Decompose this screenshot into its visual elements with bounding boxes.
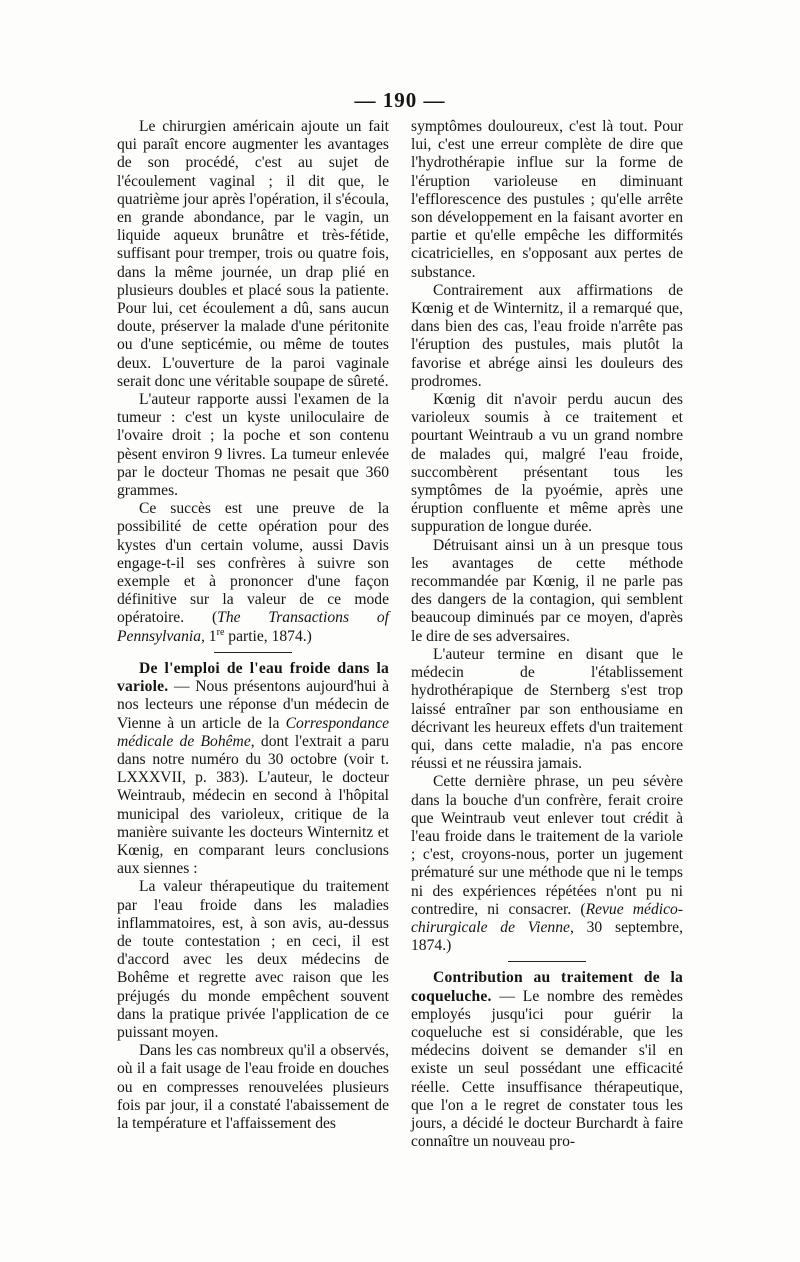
section-heading-whooping-cough: Contribution au traitement de la coqueluche. — [411, 969, 683, 1005]
section-divider — [214, 652, 292, 653]
whooping-cough-text: — Le nombre des remèdes employés jusqu'ici pour guérir la coqueluche est si considérable, que les médecins doivent se demander s'il en existe un seul possédant une efficacité réelle. Cette insuffisance thérapeutique, que l'on a le regret de constater tous les jours, a décidé le docteur Burchardt à faire connaître un nouveau pro- — [411, 987, 683, 1151]
citation-end: partie, 1874.) — [224, 627, 312, 645]
paragraph-author-conclusion: L'auteur termine en disant que le médecin de l'établissement hydrothérapique de Sternberg s'est trop laissé entraîner par son enthousiame en décrivant les heureux effets d'un traitement qui, dans cette maladie, n'a pas encore réussi et ne réussira jamais. — [411, 645, 683, 773]
source-citation: The Transactions of Pennsylvania, — [117, 609, 390, 645]
comment-text: Cette dernière phrase, un peu sévère dans la bouche d'un confrère, ferait croire que Weintraub veut enlever tout crédit à l'eau froide dans le traitement de la variole ; c'est, croyons-nous, porter un jugement prématuré sur une méthode que ni le temps ni des expériences répétées n'ont pu ni contredire, ni consacrer. ( — [411, 773, 683, 918]
section-heading-cold-water: De l'emploi de l'eau froide dans la variole. — [117, 659, 389, 696]
section-divider — [508, 961, 586, 962]
ordinal-superscript: re — [216, 626, 225, 638]
intro-lead: — Nous présentons aujourd'hui à nos lecteurs une réponse d'un médecin de Vienne à un article de la — [117, 678, 389, 732]
left-column — [117, 118, 389, 1133]
conclusion-text: Ce succès est une preuve de la possibilité de cette opération pour des kystes d'un certain volume, aussi Davis engage-t-il ses confrères à suivre son exemple et à prononcer d'une façon définitive sur la valeur de ce mode opératoire. ( — [117, 500, 389, 627]
paragraph-cold-water-intro — [117, 660, 389, 878]
ordinal-number: 1 — [204, 627, 217, 645]
paragraph-whooping-cough — [411, 969, 683, 1151]
page-number: — 190 — — [354, 88, 446, 112]
paragraph-observed-cases: Dans les cas nombreux qu'il a observés, où il a fait usage de l'eau froide en douches ou en compresses renouvelées plusieurs fois par jour, il a constaté l'abaissement de la température et l'affaissement des — [117, 1042, 389, 1132]
paragraph-koenig-claims: Kœnig dit n'avoir perdu aucun des varioleux soumis à ce traitement et pourtant Weintraub a vu un grand nombre de malades qui, malgré l'eau froide, succombèrent présentant tous les symptômes de la pyoémie, après une éruption confluente et même après une suppuration de longue durée. — [411, 391, 683, 536]
paragraph-contrary-claims: Contrairement aux affirmations de Kœnig et de Winternitz, il a remarqué que, dans bien des cas, l'eau froide n'arrête pas l'éruption des pustules, mais plutôt la favorise et abrége ainsi les douleurs des prodromes. — [411, 281, 683, 390]
paragraph-conclusion — [117, 500, 389, 646]
paragraph-editorial-comment — [411, 773, 683, 955]
paragraph-abdominal-surgery: Le chirurgien américain ajoute un fait qui paraît encore augmenter les avantages de son procédé, c'est au sujet de l'écoulement vaginal ; il dit que, le quatrième jour après l'opération, il s'écoula, en grande abondance, par le vagin, un liquide aqueux brunâtre et très-fétide, suffisant pour tremper, trois ou quatre fois, dans la même journée, un drap plié en plusieurs doubles et placé sous la patiente. Pour lui, cet écoulement a dû, sans aucun doute, préserver la malade d'une péritonite ou d'une septicémie, ou même de toutes deux. L'ouverture de la paroi vaginale serait donc une véritable soupape de sûreté. — [117, 118, 389, 390]
journal-title: Correspondance médicale de Bohême — [117, 714, 389, 750]
source-date: , 30 septembre, 1874.) — [411, 918, 683, 955]
source-journal: Revue médico-chirurgicale de Vienne — [411, 900, 683, 936]
paragraph-symptoms-continued: symptômes douloureux, c'est là tout. Pour lui, c'est une erreur complète de dire que l'hydrothérapie influe sur la forme de l'éruption varioleuse en diminuant l'efflorescence des pustules ; qu'elle arrête son développement en la faisant avorter en partie et qu'elle empêche les difformités cicatricielles, en s'opposant aux pertes de substance. — [411, 118, 683, 281]
intro-rest: , dont l'extrait a paru dans notre numéro du 30 octobre (voir t. LXXXVII, p. 383). L'auteur, le docteur Weintraub, médecin en second à l'hôpital municipal des varioleux, critique de la manière suivante les docteurs Winternitz et Kœnig, en comparant leurs conclusions aux siennes : — [117, 732, 389, 878]
paragraph-contagion: Détruisant ainsi un à un presque tous les avantages de cette méthode recommandée par Kœnig, il ne parle pas des dangers de la contagion, qui semblent beaucoup diminués par ce moyen, d'après le dire de ses adversaires. — [411, 536, 683, 645]
paragraph-therapeutic-value: La valeur thérapeutique du traitement par l'eau froide dans les maladies inflammatoires, est, à son avis, au-dessus de toute contestation ; en ceci, il est d'accord avec les deux médecins de Bohême et regrette avec raison que les préjugés du monde empêchent souvent dans la pratique privée l'application de ce puissant moyen. — [117, 878, 389, 1041]
right-column — [411, 118, 683, 1151]
paragraph-tumor-exam: L'auteur rapporte aussi l'examen de la tumeur : c'est un kyste uniloculaire de l'ovaire droit ; la poche et son contenu pèsent environ 9 livres. La tumeur enlevée par le docteur Thomas ne pesait que 360 grammes. — [117, 391, 389, 500]
